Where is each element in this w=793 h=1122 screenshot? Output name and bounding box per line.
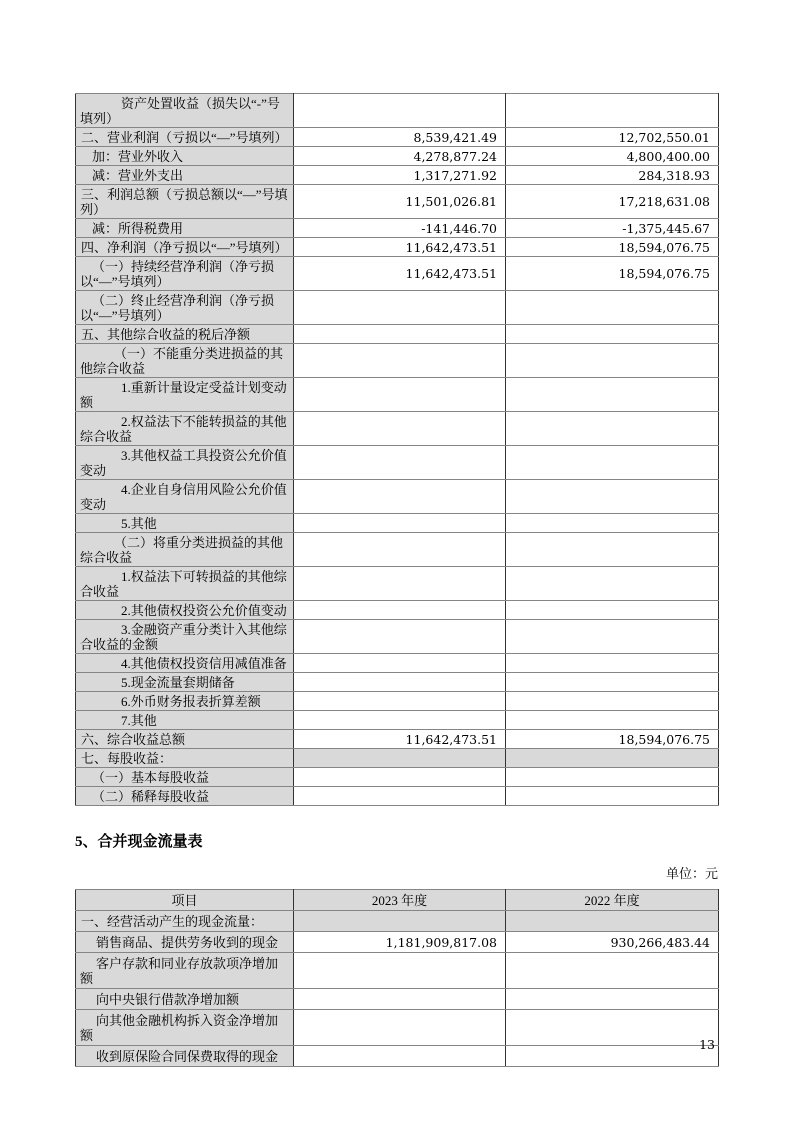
row-value-2023 — [294, 291, 506, 325]
row-value-2023 — [294, 480, 506, 514]
row-label: （二）终止经营净利润（净亏损以“—”号填列） — [76, 291, 294, 325]
row-value-2023: -141,446.70 — [294, 219, 506, 238]
table-row — [76, 711, 719, 730]
row-value-2022 — [506, 989, 719, 1010]
table-row — [76, 94, 719, 128]
row-value-2022: -1,375,445.67 — [506, 219, 719, 238]
row-value-2022 — [506, 692, 719, 711]
row-label: 五、其他综合收益的税后净额 — [76, 325, 294, 344]
row-value-2022 — [506, 291, 719, 325]
row-value-2023 — [294, 953, 506, 989]
row-label: 4.其他债权投资信用减值准备 — [76, 654, 294, 673]
row-value-2023 — [294, 533, 506, 567]
row-value-2023 — [294, 412, 506, 446]
row-label: 5.现金流量套期储备 — [76, 673, 294, 692]
table-row — [76, 185, 719, 219]
row-label: 一、经营活动产生的现金流量： — [76, 911, 294, 932]
table-row — [76, 514, 719, 533]
unit-label: 单位：元 — [665, 866, 718, 881]
row-value-2023: 11,642,473.51 — [294, 238, 506, 257]
row-label: 四、净利润（净亏损以“—”号填列） — [76, 238, 294, 257]
header-2023-column: 2023 年度 — [294, 890, 506, 911]
row-value-2023 — [294, 344, 506, 378]
table-row — [76, 989, 719, 1010]
row-label: 1.重新计量设定受益计划变动额 — [76, 378, 294, 412]
row-value-2022 — [506, 673, 719, 692]
table-row — [76, 787, 719, 806]
row-value-2023 — [294, 378, 506, 412]
row-value-2022: 284,318.93 — [506, 166, 719, 185]
row-value-2023 — [294, 325, 506, 344]
row-label: 2.权益法下不能转损益的其他综合收益 — [76, 412, 294, 446]
table-row — [76, 601, 719, 620]
row-label: 3.金融资产重分类计入其他综合收益的金额 — [76, 620, 294, 654]
table-row — [76, 768, 719, 787]
row-label: 3.其他权益工具投资公允价值变动 — [76, 446, 294, 480]
row-value-2022: 18,594,076.75 — [506, 730, 719, 749]
row-value-2022 — [506, 654, 719, 673]
row-label: 减：所得税费用 — [76, 219, 294, 238]
row-label: 6.外币财务报表折算差额 — [76, 692, 294, 711]
row-value-2022 — [506, 953, 719, 989]
table-row — [76, 291, 719, 325]
row-value-2022: 17,218,631.08 — [506, 185, 719, 219]
row-value-2022 — [506, 749, 719, 768]
row-label: 7.其他 — [76, 711, 294, 730]
table-row — [76, 344, 719, 378]
row-value-2022 — [506, 514, 719, 533]
row-value-2022: 12,702,550.01 — [506, 128, 719, 147]
row-label: 向其他金融机构拆入资金净增加额 — [76, 1010, 294, 1046]
row-value-2023 — [294, 601, 506, 620]
row-label: 销售商品、提供劳务收到的现金 — [76, 932, 294, 953]
income-statement-body — [76, 94, 719, 806]
row-label: 向中央银行借款净增加额 — [76, 989, 294, 1010]
table-row — [76, 480, 719, 514]
row-value-2022: 18,594,076.75 — [506, 257, 719, 291]
table-row — [76, 1010, 719, 1046]
row-label: 三、利润总额（亏损总额以“—”号填列） — [76, 185, 294, 219]
row-value-2023 — [294, 749, 506, 768]
row-value-2022 — [506, 620, 719, 654]
row-label: （一）基本每股收益 — [76, 768, 294, 787]
row-label: 减：营业外支出 — [76, 166, 294, 185]
row-value-2023: 1,317,271.92 — [294, 166, 506, 185]
row-value-2023 — [294, 1010, 506, 1046]
row-label: 5.其他 — [76, 514, 294, 533]
table-row — [76, 446, 719, 480]
table-row — [76, 932, 719, 953]
row-value-2022 — [506, 378, 719, 412]
header-row — [76, 890, 719, 911]
row-label: 客户存款和同业存放款项净增加额 — [76, 953, 294, 989]
table-row — [76, 673, 719, 692]
row-value-2022 — [506, 412, 719, 446]
table-row — [76, 166, 719, 185]
row-value-2023 — [294, 446, 506, 480]
row-value-2022: 18,594,076.75 — [506, 238, 719, 257]
table-row — [76, 567, 719, 601]
table-row — [76, 692, 719, 711]
row-value-2022 — [506, 344, 719, 378]
row-value-2022: 4,800,400.00 — [506, 147, 719, 166]
table-row — [76, 147, 719, 166]
row-value-2022 — [506, 711, 719, 730]
row-value-2023 — [294, 94, 506, 128]
header-item-column: 项目 — [76, 890, 294, 911]
row-value-2022 — [506, 911, 719, 932]
row-value-2023 — [294, 692, 506, 711]
header-2022-column: 2022 年度 — [506, 890, 719, 911]
row-value-2023: 1,181,909,817.08 — [294, 932, 506, 953]
table-row — [76, 730, 719, 749]
row-value-2023: 11,642,473.51 — [294, 257, 506, 291]
row-value-2023 — [294, 514, 506, 533]
row-value-2023: 8,539,421.49 — [294, 128, 506, 147]
section-heading: 5、合并现金流量表 — [75, 834, 203, 850]
row-value-2022 — [506, 768, 719, 787]
table-row — [76, 257, 719, 291]
row-label: 六、综合收益总额 — [76, 730, 294, 749]
table-row — [76, 219, 719, 238]
row-value-2022 — [506, 1010, 719, 1046]
row-value-2022 — [506, 533, 719, 567]
row-value-2023: 11,501,026.81 — [294, 185, 506, 219]
row-label: 七、每股收益： — [76, 749, 294, 768]
row-value-2022 — [506, 325, 719, 344]
row-value-2022 — [506, 446, 719, 480]
row-label: （二）稀释每股收益 — [76, 787, 294, 806]
row-label: 二、营业利润（亏损以“—”号填列） — [76, 128, 294, 147]
row-value-2022 — [506, 567, 719, 601]
page-number: 13 — [699, 1037, 715, 1052]
table-row — [76, 128, 719, 147]
table-row — [76, 654, 719, 673]
row-value-2023: 11,642,473.51 — [294, 730, 506, 749]
table-row — [76, 1046, 719, 1067]
row-value-2022: 930,266,483.44 — [506, 932, 719, 953]
row-label: （一）不能重分类进损益的其他综合收益 — [76, 344, 294, 378]
row-value-2022 — [506, 1046, 719, 1067]
row-label: 收到原保险合同保费取得的现金 — [76, 1046, 294, 1067]
table-row — [76, 325, 719, 344]
cashflow-table-body — [76, 911, 719, 1067]
row-value-2022 — [506, 787, 719, 806]
row-value-2023 — [294, 768, 506, 787]
row-label: 4.企业自身信用风险公允价值变动 — [76, 480, 294, 514]
income-statement-table — [75, 93, 719, 806]
table-row — [76, 378, 719, 412]
row-value-2023 — [294, 911, 506, 932]
table-row — [76, 749, 719, 768]
row-value-2023 — [294, 711, 506, 730]
table-row — [76, 620, 719, 654]
row-value-2023 — [294, 620, 506, 654]
row-value-2023: 4,278,877.24 — [294, 147, 506, 166]
table-row — [76, 953, 719, 989]
table-row — [76, 412, 719, 446]
row-value-2023 — [294, 567, 506, 601]
row-value-2023 — [294, 989, 506, 1010]
table-row — [76, 238, 719, 257]
row-value-2023 — [294, 673, 506, 692]
row-value-2022 — [506, 94, 719, 128]
row-label: （一）持续经营净利润（净亏损以“—”号填列） — [76, 257, 294, 291]
row-value-2022 — [506, 480, 719, 514]
row-label: （二）将重分类进损益的其他综合收益 — [76, 533, 294, 567]
row-value-2023 — [294, 787, 506, 806]
row-label: 资产处置收益（损失以“-”号填列） — [76, 94, 294, 128]
row-label: 2.其他债权投资公允价值变动 — [76, 601, 294, 620]
row-label: 加：营业外收入 — [76, 147, 294, 166]
row-label: 1.权益法下可转损益的其他综合收益 — [76, 567, 294, 601]
row-value-2023 — [294, 1046, 506, 1067]
row-value-2023 — [294, 654, 506, 673]
cashflow-table — [75, 889, 719, 1067]
cashflow-table-header — [76, 890, 719, 911]
table-row — [76, 533, 719, 567]
table-row — [76, 911, 719, 932]
row-value-2022 — [506, 601, 719, 620]
